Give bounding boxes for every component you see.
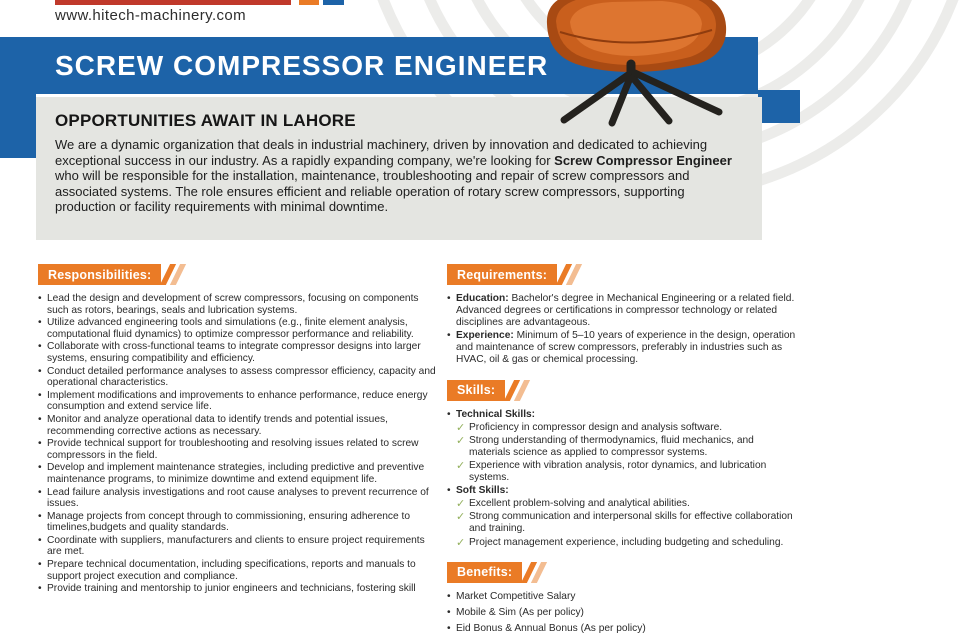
list-item: • Eid Bonus & Annual Bonus (As per policy) xyxy=(447,622,646,634)
intro-text-post: who will be responsible for the installation, maintenance, troubleshooting and repair of screw compressors and associated systems. The role ensures efficient and reliable operation of rotary screw compressors, supporting production or facility requirements with minimal downtime. xyxy=(55,168,690,215)
bullet-icon: • xyxy=(38,413,42,425)
bullet-icon: • xyxy=(447,293,451,304)
skill-item: ✓ Experience with vibration analysis, rotor dynamics, and lubrication systems. xyxy=(456,459,767,484)
list-item: • Lead the design and development of screw compressors, focusing on components such as rotors, bearings, seals and lubrication systems. xyxy=(38,293,419,316)
banner-left-extension xyxy=(0,93,36,158)
skills-technical-group xyxy=(447,409,797,421)
list-item: • Utilize advanced engineering tools and simulations (e.g., finite element analysis, computational fluid dynamics) to optimize compressor performance and reliability. xyxy=(38,317,414,340)
chair-image xyxy=(502,0,762,125)
bullet-icon: • xyxy=(38,462,42,474)
requirements-header-label: Requirements: xyxy=(447,264,557,285)
website-url: www.hitech-machinery.com xyxy=(55,7,247,24)
skill-item: ✓ Strong communication and interpersonal skills for effective collaboration and training. xyxy=(456,511,793,535)
list-item: • Coordinate with suppliers, manufacturers and clients to ensure project requirements are met. xyxy=(38,534,425,558)
bullet-icon: • xyxy=(447,330,451,342)
responsibilities-header-label: Responsibilities: xyxy=(38,264,161,285)
skill-item: ✓ Excellent problem-solving and analytical abilities. xyxy=(456,498,690,511)
skills-header-label: Skills: xyxy=(447,380,505,401)
requirements-list xyxy=(447,293,797,367)
skills-soft-group xyxy=(447,485,797,497)
skill-item: ✓ Proficiency in compressor design and analysis software. xyxy=(456,421,723,434)
list-item: • Prepare technical documentation, including specifications, reports and manuals to support project execution and compliance. xyxy=(38,559,416,582)
bullet-icon: • xyxy=(447,408,451,420)
logo-stripe-orange xyxy=(299,0,319,5)
list-item: • Manage projects from concept through to commissioning, ensuring adherence to timelines,budgets and quality standards. xyxy=(38,510,410,534)
skill-item: ✓ Project management experience, including budgeting and scheduling. xyxy=(456,536,784,549)
bullet-icon: • xyxy=(447,485,451,497)
bullet-icon: • xyxy=(38,438,42,450)
check-icon: ✓ xyxy=(456,434,466,447)
bullet-icon: • xyxy=(447,622,451,634)
list-item: • Education: Bachelor's degree in Mechanical Engineering or a related field. Advanced degrees or certifications in compressor technology or related disciplines are advantageous. xyxy=(447,293,795,329)
list-item: • Soft Skills: xyxy=(447,485,509,497)
banner-right-step xyxy=(758,90,800,123)
bullet-icon: • xyxy=(38,341,42,353)
check-icon: ✓ xyxy=(456,498,466,511)
list-item: • Experience: Minimum of 5–10 years of experience in the design, operation and maintenance of screw compressors, preferably in industries such as HVAC, oil & gas or chemical processing. xyxy=(447,330,796,366)
bullet-icon: • xyxy=(38,389,42,401)
check-icon: ✓ xyxy=(456,421,466,434)
bullet-icon: • xyxy=(38,317,42,329)
bullet-icon: • xyxy=(38,486,42,498)
skills-header xyxy=(447,380,797,401)
list-item: • Develop and implement maintenance strategies, including predictive and preventive maintenance programs, to minimize downtime and extend equipment life. xyxy=(38,462,425,485)
skill-item: ✓ Strong understanding of thermodynamics, fluid mechanics, and materials science as applied to compressor systems. xyxy=(456,434,754,458)
intro-paragraph xyxy=(55,137,744,215)
benefits-list xyxy=(447,591,797,635)
intro-text-bold: Screw Compressor Engineer xyxy=(554,152,732,168)
list-item: • Conduct detailed performance analyses to assess compressor efficiency, capacity and operational characteristics. xyxy=(38,365,436,389)
requirements-header xyxy=(447,264,797,285)
benefits-header-label: Benefits: xyxy=(447,562,522,583)
bullet-icon: • xyxy=(38,583,42,595)
benefits-header xyxy=(447,562,797,583)
list-item: • Implement modifications and improvements to enhance performance, reduce energy consumption and extend service life. xyxy=(38,389,428,413)
list-item: • Collaborate with cross-functional teams to integrate compressor designs into larger systems, ensuring compatibility and efficiency. xyxy=(38,341,421,364)
bullet-icon: • xyxy=(38,534,42,546)
intro-heading: OPPORTUNITIES AWAIT IN LAHORE xyxy=(55,111,356,130)
intro-text-pre: We are a dynamic organization that deals in industrial machinery, driven by innovation and dedicated to achieving exceptional success in our industry. As a rapidly expanding company, we're looking for xyxy=(55,137,708,168)
list-item: • Provide technical support for troubleshooting and resolving issues related to screw compressors in the field. xyxy=(38,438,419,461)
list-item: • Technical Skills: xyxy=(447,408,536,420)
list-item: • Lead failure analysis investigations and root cause analyses to prevent recurrence of issues. xyxy=(38,486,429,510)
bullet-icon: • xyxy=(38,365,42,377)
bullet-icon: • xyxy=(447,606,451,618)
list-item: • Provide training and mentorship to junior engineers and technicians, fostering skill xyxy=(38,583,416,595)
bullet-icon: • xyxy=(38,510,42,522)
list-item: • Market Competitive Salary xyxy=(447,590,576,602)
responsibilities-section xyxy=(38,264,440,596)
logo-stripe-red xyxy=(55,0,291,5)
logo-stripe-blue xyxy=(323,0,344,5)
right-column xyxy=(447,264,797,639)
check-icon: ✓ xyxy=(456,459,466,472)
bullet-icon: • xyxy=(38,559,42,571)
list-item: • Mobile & Sim (As per policy) xyxy=(447,606,584,618)
check-icon: ✓ xyxy=(456,511,466,524)
responsibilities-list xyxy=(38,293,440,595)
page-title: SCREW COMPRESSOR ENGINEER xyxy=(55,50,549,81)
bullet-icon: • xyxy=(38,293,42,304)
bullet-icon: • xyxy=(447,590,451,602)
responsibilities-header xyxy=(38,264,440,285)
check-icon: ✓ xyxy=(456,536,466,549)
list-item: • Monitor and analyze operational data to identify trends and potential issues, recommending corrective actions as necessary. xyxy=(38,413,388,437)
